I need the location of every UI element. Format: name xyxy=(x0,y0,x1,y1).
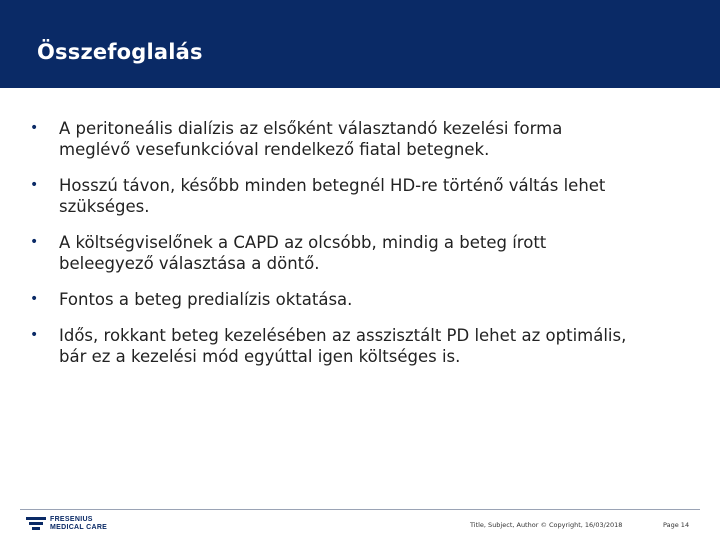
bullet-text-line: beleegyező választása a döntő. xyxy=(59,254,320,273)
bullet-dot-icon: • xyxy=(30,177,39,193)
bullet-item xyxy=(30,175,700,217)
bullet-text-line: Fontos a beteg predialízis oktatása. xyxy=(59,290,353,309)
title-bar xyxy=(0,0,720,88)
bullet-item xyxy=(30,232,700,274)
bullet-item xyxy=(30,289,700,310)
logo-text xyxy=(50,516,107,532)
bullet-text-line: bár ez a kezelési mód egyúttal igen költséges is. xyxy=(59,347,461,366)
footer-divider xyxy=(20,509,700,510)
bullet-text-line: Idős, rokkant beteg kezelésében az asszisztált PD lehet az optimális, xyxy=(59,326,627,345)
footer-info: Title, Subject, Author © Copyright, 16/03/2018 xyxy=(470,521,623,529)
bullet-dot-icon: • xyxy=(30,327,39,343)
bullet-text-line: szükséges. xyxy=(59,197,150,216)
slide-title: Összefoglalás xyxy=(37,40,203,64)
bullet-text-line: A költségviselőnek a CAPD az olcsóbb, mindig a beteg írott xyxy=(59,233,547,252)
bullet-list xyxy=(30,118,700,382)
bullet-text-line: Hosszú távon, később minden betegnél HD-re történő váltás lehet xyxy=(59,176,606,195)
page-number: Page 14 xyxy=(663,521,690,529)
bullet-dot-icon: • xyxy=(30,234,39,250)
bullet-dot-icon: • xyxy=(30,291,39,307)
fresenius-logo-icon xyxy=(26,517,46,531)
logo-line2: MEDICAL CARE xyxy=(50,524,108,531)
bullet-item xyxy=(30,325,700,367)
bullet-item xyxy=(30,118,700,160)
bullet-dot-icon: • xyxy=(30,120,39,136)
fresenius-logo xyxy=(26,514,136,536)
bullet-text-line: meglévő vesefunkcióval rendelkező fiatal betegnek. xyxy=(59,140,490,159)
logo-line1: FRESENIUS xyxy=(50,516,93,523)
bullet-text-line: A peritoneális dialízis az elsőként választandó kezelési forma xyxy=(59,119,563,138)
